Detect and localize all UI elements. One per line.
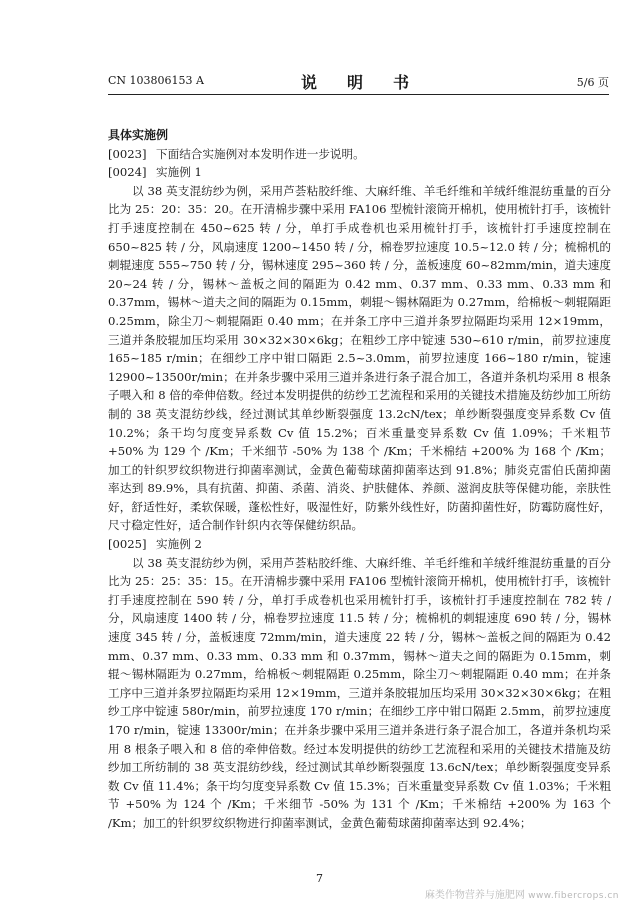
paragraph-text: 下面结合实施例对本发明作进一步说明。 [156, 146, 365, 161]
patent-number: CN 103806153 A [108, 74, 204, 87]
paragraph-0024 [108, 163, 611, 182]
example-2-text: 以 38 英支混纺纱为例，采用芦荟粘胶纤维、大麻纤维、羊毛纤维和羊绒纤维混纺重量的百分比为 25：25：35：15。在开清棉步骤中采用 FA106 型梳针滚筒开棉机，使用梳针打手，该梳针打手速度控制在 590 转 / 分，单打手成卷机也采用梳针打手，该梳针打手速度控制在 782 转 / 分，风扇速度 1400 转 / 分，棉卷罗拉速度 11.5 转 / 分；梳棉机的刺辊速度 690 转 / 分，锡林速度 345 转 / 分，盖板速度 72mm/min，道夫速度 22 转 / 分，锡林～盖板之间的隔距为 0.42 mm、0.37 mm、0.33 mm、0.33 mm 和 0.37mm，锡林～道夫之间的隔距为 0.15mm，刺辊～锡林隔距为 0.27mm，给棉板～刺辊隔距 0.25mm，除尘刀～刺辊隔距 0.40 mm；在并条工序中三道并条罗拉隔距均采用 12×19mm，三道并条胶辊加压均采用 30×32×30×6kg；在粗纱工序中锭速 580r/min，前罗拉速度 170 r/min；在细纱工序中钳口隔距 2.5mm，前罗拉速度 170 r/min，锭速 13300r/min；在并条步骤中采用三道并条进行条子混合加工，各道并条机均采用 8 根条子喂入和 8 倍的牵伸倍数。经过本发明提供的纺纱工艺流程和采用的关键技术措施及纺纱加工所纺制的 38 英支混纺纱线，经过测试其单纱断裂强度 13.6cN/tex；单纱断裂强度变异系数 Cv 值 11.4%；条干均匀度变异系数 Cv 值 15.3%；百米重量变异系数 Cv 值 1.03%；千米粗节 +50% 为 124 个 /Km；千米细节 -50% 为 131 个 /Km；千米棉结 +200% 为 163 个 /Km；加工的针织罗纹织物进行抑菌率测试，金黄色葡萄球菌抑菌率达到 92.4%； [108, 555, 611, 830]
paragraph-number: [0024] [108, 165, 147, 180]
watermark-text: 麻类作物营养与施肥网 [424, 890, 525, 901]
paragraph-0025 [108, 535, 611, 554]
example-1-text: 以 38 英支混纺纱为例，采用芦荟粘胶纤维、大麻纤维、羊毛纤维和羊绒纤维混纺重量的百分比为 25：20：35：20。在开清棉步骤中采用 FA106 型梳针滚筒开棉机，使用梳针打手，该梳针打手速度控制在 450~625 转 / 分，单打手成卷机也采用梳针打手，该梳针打手速度控制在 650~825 转 / 分，风扇速度 1200~1450 转 / 分，棉卷罗拉速度 10.5~12.0 转 / 分；梳棉机的刺辊速度 555~750 转 / 分，锡林速度 295~360 转 / 分，盖板速度 60~82mm/min，道夫速度 20~24 转 / 分，锡林～盖板之间的隔距为 0.42 mm、0.37 mm、0.33 mm、0.33 mm 和 0.37mm，锡林～道夫之间的隔距为 0.15mm，刺辊～锡林隔距为 0.27mm，给棉板～刺辊隔距 0.25mm，除尘刀～刺辊隔距 0.40 mm；在并条工序中三道并条罗拉隔距均采用 12×19mm，三道并条胶辊加压均采用 30×32×30×6kg；在粗纱工序中锭速 530~610 r/min，前罗拉速度 165~185 r/min；在细纱工序中钳口隔距 2.5~3.0mm，前罗拉速度 166~180 r/min，锭速 12900~13500r/min；在并条步骤中采用三道并条进行条子混合加工，各道并条机均采用 8 根条子喂入和 8 倍的牵伸倍数。经过本发明提供的纺纱工艺流程和采用的关键技术措施及纺纱加工所纺制的 38 英支混纺纱线，经过测试其单纱断裂强度 13.2cN/tex；单纱断裂强度变异系数 Cv 值 10.2%；条干均匀度变异系数 Cv 值 15.2%；百米重量变异系数 Cv 值 1.09%；千米粗节 +50% 为 129 个 /Km；千米细节 -50% 为 138 个 /Km；千米棉结 +200% 为 168 个 /Km；加工的针织罗纹织物进行抑菌率测试，金黄色葡萄球菌抑菌率达到 91.8%；肺炎克雷伯氏菌抑菌率达到 89.9%，具有抗菌、抑菌、杀菌、消炎、护肤健体、养颜、滋润皮肤等保健功能，亲肤性好，舒适性好，柔软保暖，蓬松性好，吸湿性好，防紫外线性好，防菌抑菌性好，防霉防腐性好，尺寸稳定性好，适合制作针织内衣等保健纺织品。 [108, 183, 611, 533]
example-heading: 实施例 1 [156, 165, 202, 180]
example-heading: 实施例 2 [156, 537, 202, 552]
page-number: 7 [316, 872, 323, 885]
paragraph-0023 [108, 145, 611, 164]
paragraph-number: [0023] [108, 146, 147, 161]
page-indicator: 5/6 页 [576, 76, 609, 89]
paragraph-number: [0025] [108, 537, 147, 552]
watermark-url: www.fibercrops.cn [528, 891, 619, 901]
section-title: 具体实施例 [108, 128, 169, 142]
page-header [108, 72, 609, 95]
document-body [108, 126, 611, 833]
watermark [425, 886, 619, 901]
document-title: 说 明 书 [300, 73, 416, 92]
